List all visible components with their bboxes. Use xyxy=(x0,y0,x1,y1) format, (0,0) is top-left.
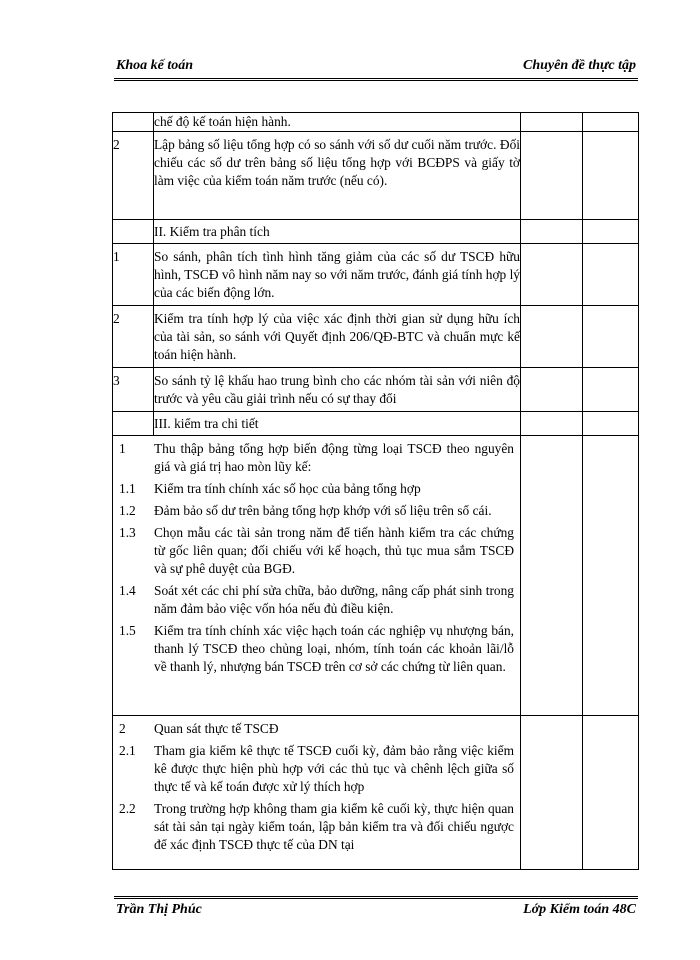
empty-cell xyxy=(583,368,639,412)
empty-cell xyxy=(521,436,583,716)
row-text: Lập bảng số liệu tổng hợp có so sánh với số dư cuối năm trước. Đối chiếu các số dư trên bảng số liệu tổng hợp với BCĐPS và giấy tờ làm việc của kiểm toán năm trước (nếu có). xyxy=(154,132,521,220)
table-row xyxy=(113,113,639,132)
empty-cell xyxy=(521,412,583,436)
footer-author: Trần Thị Phúc xyxy=(116,902,202,917)
table-row xyxy=(113,436,639,716)
item-number: 1.3 xyxy=(119,525,136,540)
empty-cell xyxy=(521,306,583,368)
section-heading: III. kiểm tra chi tiết xyxy=(154,412,521,436)
item-text: Trong trường hợp không tham gia kiểm kê cuối kỳ, thực hiện quan sát tài sản tại ngày kiểm toán, lập bản kiểm tra và đối chiếu ngược để xác định TSCĐ thực tế của DN tại xyxy=(154,801,514,852)
page-footer xyxy=(116,902,636,920)
empty-cell xyxy=(521,244,583,306)
empty-cell xyxy=(583,412,639,436)
list-item xyxy=(113,524,520,578)
empty-cell xyxy=(521,368,583,412)
empty-cell xyxy=(521,220,583,244)
row-number: 2 xyxy=(113,132,154,220)
page-header xyxy=(116,58,636,76)
detail-block-1 xyxy=(113,436,521,716)
section-row xyxy=(113,412,639,436)
row-number: 2 xyxy=(113,306,154,368)
item-text: Quan sát thực tế TSCĐ xyxy=(154,721,279,736)
row-number: 1 xyxy=(113,244,154,306)
row-text: chế độ kế toán hiện hành. xyxy=(154,113,521,132)
empty-cell xyxy=(583,436,639,716)
empty-cell xyxy=(583,113,639,132)
empty-cell xyxy=(583,716,639,870)
row-number: 3 xyxy=(113,368,154,412)
empty-cell xyxy=(583,244,639,306)
list-item xyxy=(113,622,520,676)
list-item xyxy=(113,480,520,498)
empty-cell xyxy=(113,412,154,436)
empty-cell xyxy=(521,132,583,220)
list-item xyxy=(113,720,520,738)
list-item xyxy=(113,800,520,854)
item-text: Tham gia kiểm kê thực tế TSCĐ cuối kỳ, đảm bảo rằng việc kiểm kê được thực hiện phù hợp với các thủ tục và chênh lệch giữa số thực tế và kế toán được xử lý thích hợp xyxy=(154,743,514,794)
item-number: 1 xyxy=(119,441,126,456)
header-department: Khoa kế toán xyxy=(116,58,194,73)
empty-cell xyxy=(583,132,639,220)
item-number: 2 xyxy=(119,721,126,736)
audit-procedure-table xyxy=(112,112,639,870)
row-number xyxy=(113,113,154,132)
table-row xyxy=(113,368,639,412)
empty-cell xyxy=(583,306,639,368)
item-text: Thu thập bảng tổng hợp biến động từng loại TSCĐ theo nguyên giá và giá trị hao mòn lũy kế: xyxy=(154,441,514,474)
table-row xyxy=(113,132,639,220)
row-text: So sánh, phân tích tình hình tăng giảm của các số dư TSCĐ hữu hình, TSCĐ vô hình năm nay so với năm trước, đánh giá tính hợp lý của các biến động lớn. xyxy=(154,244,521,306)
item-text: Đảm bảo số dư trên bảng tổng hợp khớp với số liệu trên sổ cái. xyxy=(154,503,492,518)
item-text: Soát xét các chi phí sửa chữa, bảo dưỡng, nâng cấp phát sinh trong năm đảm bảo việc vốn hóa nếu đủ điều kiện. xyxy=(154,583,514,616)
footer-rule xyxy=(114,896,638,899)
item-number: 1.4 xyxy=(119,583,136,598)
table-row xyxy=(113,306,639,368)
row-text: So sánh tỷ lệ khấu hao trung bình cho các nhóm tài sản với niên độ trước và yêu cầu giải trình nếu có sự thay đổi xyxy=(154,368,521,412)
item-number: 2.2 xyxy=(119,801,136,816)
section-row xyxy=(113,220,639,244)
empty-cell xyxy=(521,716,583,870)
empty-cell xyxy=(521,113,583,132)
item-text: Kiểm tra tính chính xác số học của bảng tổng hợp xyxy=(154,481,421,496)
item-number: 2.1 xyxy=(119,743,136,758)
header-document-title: Chuyên đề thực tập xyxy=(522,58,636,73)
row-text: Kiểm tra tính hợp lý của việc xác định thời gian sử dụng hữu ích của tài sản, so sánh với Quyết định 206/QĐ-BTC và chuẩn mực kế toán hiện hành. xyxy=(154,306,521,368)
list-item xyxy=(113,742,520,796)
item-number: 1.1 xyxy=(119,481,136,496)
footer-class: Lớp Kiểm toán 48C xyxy=(523,902,636,917)
list-item xyxy=(113,502,520,520)
table-row xyxy=(113,716,639,870)
list-item xyxy=(113,582,520,618)
header-rule xyxy=(114,78,638,81)
item-text: Kiểm tra tính chính xác việc hạch toán các nghiệp vụ nhượng bán, thanh lý TSCĐ theo chủng loại, nhóm, tính toán các khoản lãi/lỗ về thanh lý, nhượng bán TSCĐ trên cơ sở các chứng từ liên quan. xyxy=(154,623,514,674)
detail-block-2 xyxy=(113,716,521,870)
table-row xyxy=(113,244,639,306)
section-heading: II. Kiểm tra phân tích xyxy=(154,220,521,244)
item-number: 1.2 xyxy=(119,503,136,518)
item-text: Chọn mẫu các tài sản trong năm để tiến hành kiểm tra các chứng từ gốc liên quan; đối chiếu với kế hoạch, thủ tục mua sắm TSCĐ và sự phê duyệt của BGĐ. xyxy=(154,525,514,576)
list-item xyxy=(113,440,520,476)
empty-cell xyxy=(583,220,639,244)
empty-cell xyxy=(113,220,154,244)
item-number: 1.5 xyxy=(119,623,136,638)
